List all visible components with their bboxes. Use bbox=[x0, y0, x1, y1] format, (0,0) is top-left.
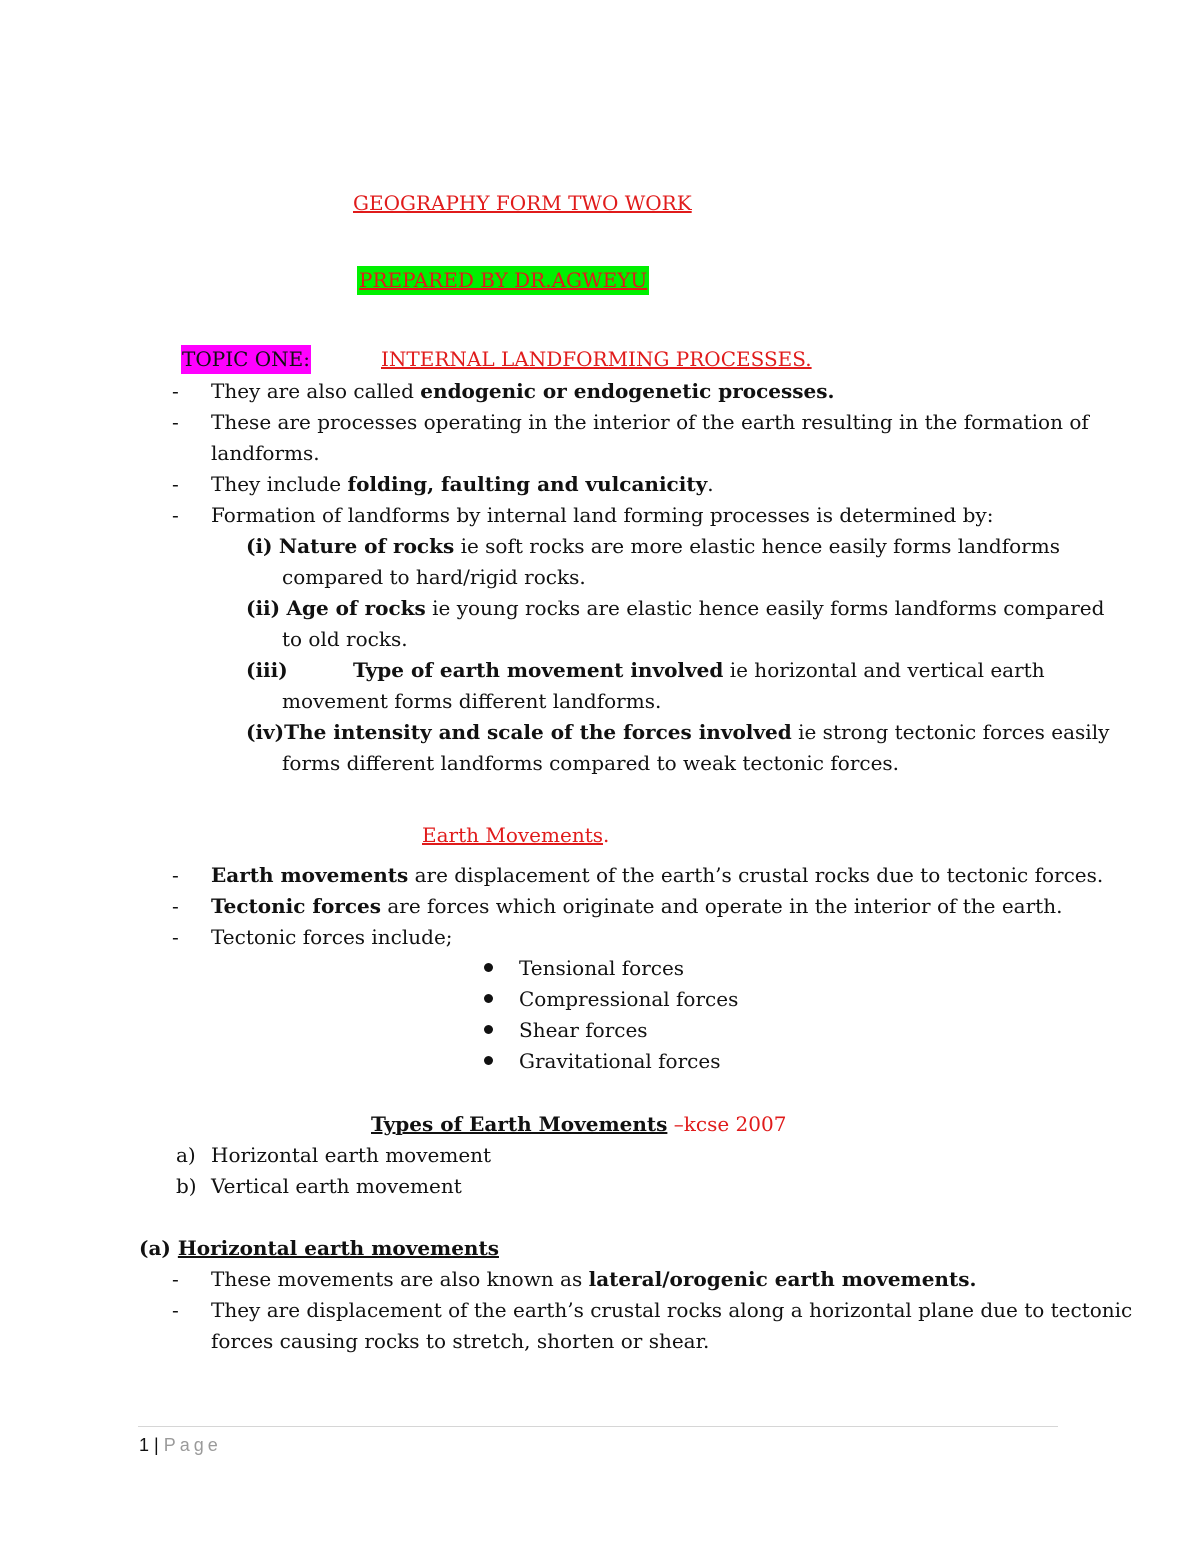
section-heading-earth-movements: Earth Movements. bbox=[422, 823, 610, 847]
dash-bullet: - bbox=[172, 925, 179, 949]
dash-bullet: - bbox=[172, 863, 179, 887]
dash-bullet: - bbox=[172, 503, 179, 527]
dash-bullet: - bbox=[172, 1298, 179, 1322]
factor-2-cont: to old rocks. bbox=[282, 627, 408, 651]
bullet-dot bbox=[484, 1056, 493, 1065]
factor-4: (iv)The intensity and scale of the forces involved ie strong tectonic forces easily bbox=[246, 720, 1110, 744]
dash-bullet: - bbox=[172, 472, 179, 496]
factor-3: (iii) bbox=[246, 658, 288, 682]
factor-3-cont: movement forms different landforms. bbox=[282, 689, 662, 713]
factor-4-cont: forms different landforms compared to weak tectonic forces. bbox=[282, 751, 900, 775]
earth-movements-item-3: Tectonic forces include; bbox=[211, 925, 453, 949]
force-item: Shear forces bbox=[519, 1018, 648, 1042]
dash-bullet: - bbox=[172, 894, 179, 918]
intro-item-3: They include folding, faulting and vulcanicity. bbox=[211, 472, 714, 496]
prepared-by-text: PREPARED BY DR.AGWEYU bbox=[357, 266, 649, 295]
earth-movements-item-1: Earth movements are displacement of the earth’s crustal rocks due to tectonic forces. bbox=[211, 863, 1104, 887]
dash-bullet: - bbox=[172, 1267, 179, 1291]
horizontal-item-1: These movements are also known as lateral/orogenic earth movements. bbox=[211, 1267, 977, 1291]
page-label: Page bbox=[163, 1435, 222, 1455]
type-a: Horizontal earth movement bbox=[211, 1143, 492, 1167]
intro-item-1: They are also called endogenic or endogenetic processes. bbox=[211, 379, 835, 403]
topic-label-text: TOPIC ONE bbox=[182, 347, 304, 371]
bullet-dot bbox=[484, 994, 493, 1003]
force-item: Gravitational forces bbox=[519, 1049, 721, 1073]
force-item: Compressional forces bbox=[519, 987, 739, 1011]
bullet-dot bbox=[484, 1025, 493, 1034]
intro-item-4: Formation of landforms by internal land forming processes is determined by: bbox=[211, 503, 994, 527]
type-a-label: a) bbox=[176, 1143, 196, 1167]
horizontal-item-2: They are displacement of the earth’s crustal rocks along a horizontal plane due to tectonic bbox=[211, 1298, 1133, 1322]
intro-item-2: These are processes operating in the interior of the earth resulting in the formation of bbox=[211, 410, 1089, 434]
section-heading-types: Types of Earth Movements –kcse 2007 bbox=[371, 1112, 787, 1136]
intro-item-2-cont: landforms. bbox=[211, 441, 320, 465]
bullet-dot bbox=[484, 963, 493, 972]
earth-movements-item-2: Tectonic forces are forces which originate and operate in the interior of the earth. bbox=[211, 894, 1063, 918]
footer-divider bbox=[138, 1426, 1058, 1427]
dash-bullet: - bbox=[172, 379, 179, 403]
page-number: 1 bbox=[139, 1435, 150, 1455]
factor-1-cont: compared to hard/rigid rocks. bbox=[282, 565, 586, 589]
horizontal-item-2-cont: forces causing rocks to stretch, shorten or shear. bbox=[211, 1329, 710, 1353]
force-item: Tensional forces bbox=[519, 956, 685, 980]
topic-title: INTERNAL LANDFORMING PROCESSES. bbox=[381, 347, 812, 371]
subheading-horizontal: (a) Horizontal earth movements bbox=[139, 1236, 499, 1260]
factor-1: (i) Nature of rocks ie soft rocks are more elastic hence easily forms landforms bbox=[246, 534, 1060, 558]
prepared-by bbox=[357, 270, 649, 290]
factor-2: (ii) Age of rocks ie young rocks are elastic hence easily forms landforms compared bbox=[246, 596, 1105, 620]
type-b: Vertical earth movement bbox=[211, 1174, 462, 1198]
dash-bullet: - bbox=[172, 410, 179, 434]
type-b-label: b) bbox=[176, 1174, 197, 1198]
page-footer: 1 | Page bbox=[139, 1435, 222, 1455]
factor-3-text: Type of earth movement involved ie horizontal and vertical earth bbox=[353, 658, 1045, 682]
document-title: GEOGRAPHY FORM TWO WORK bbox=[353, 191, 692, 215]
topic-label: TOPIC ONE: bbox=[181, 349, 311, 369]
